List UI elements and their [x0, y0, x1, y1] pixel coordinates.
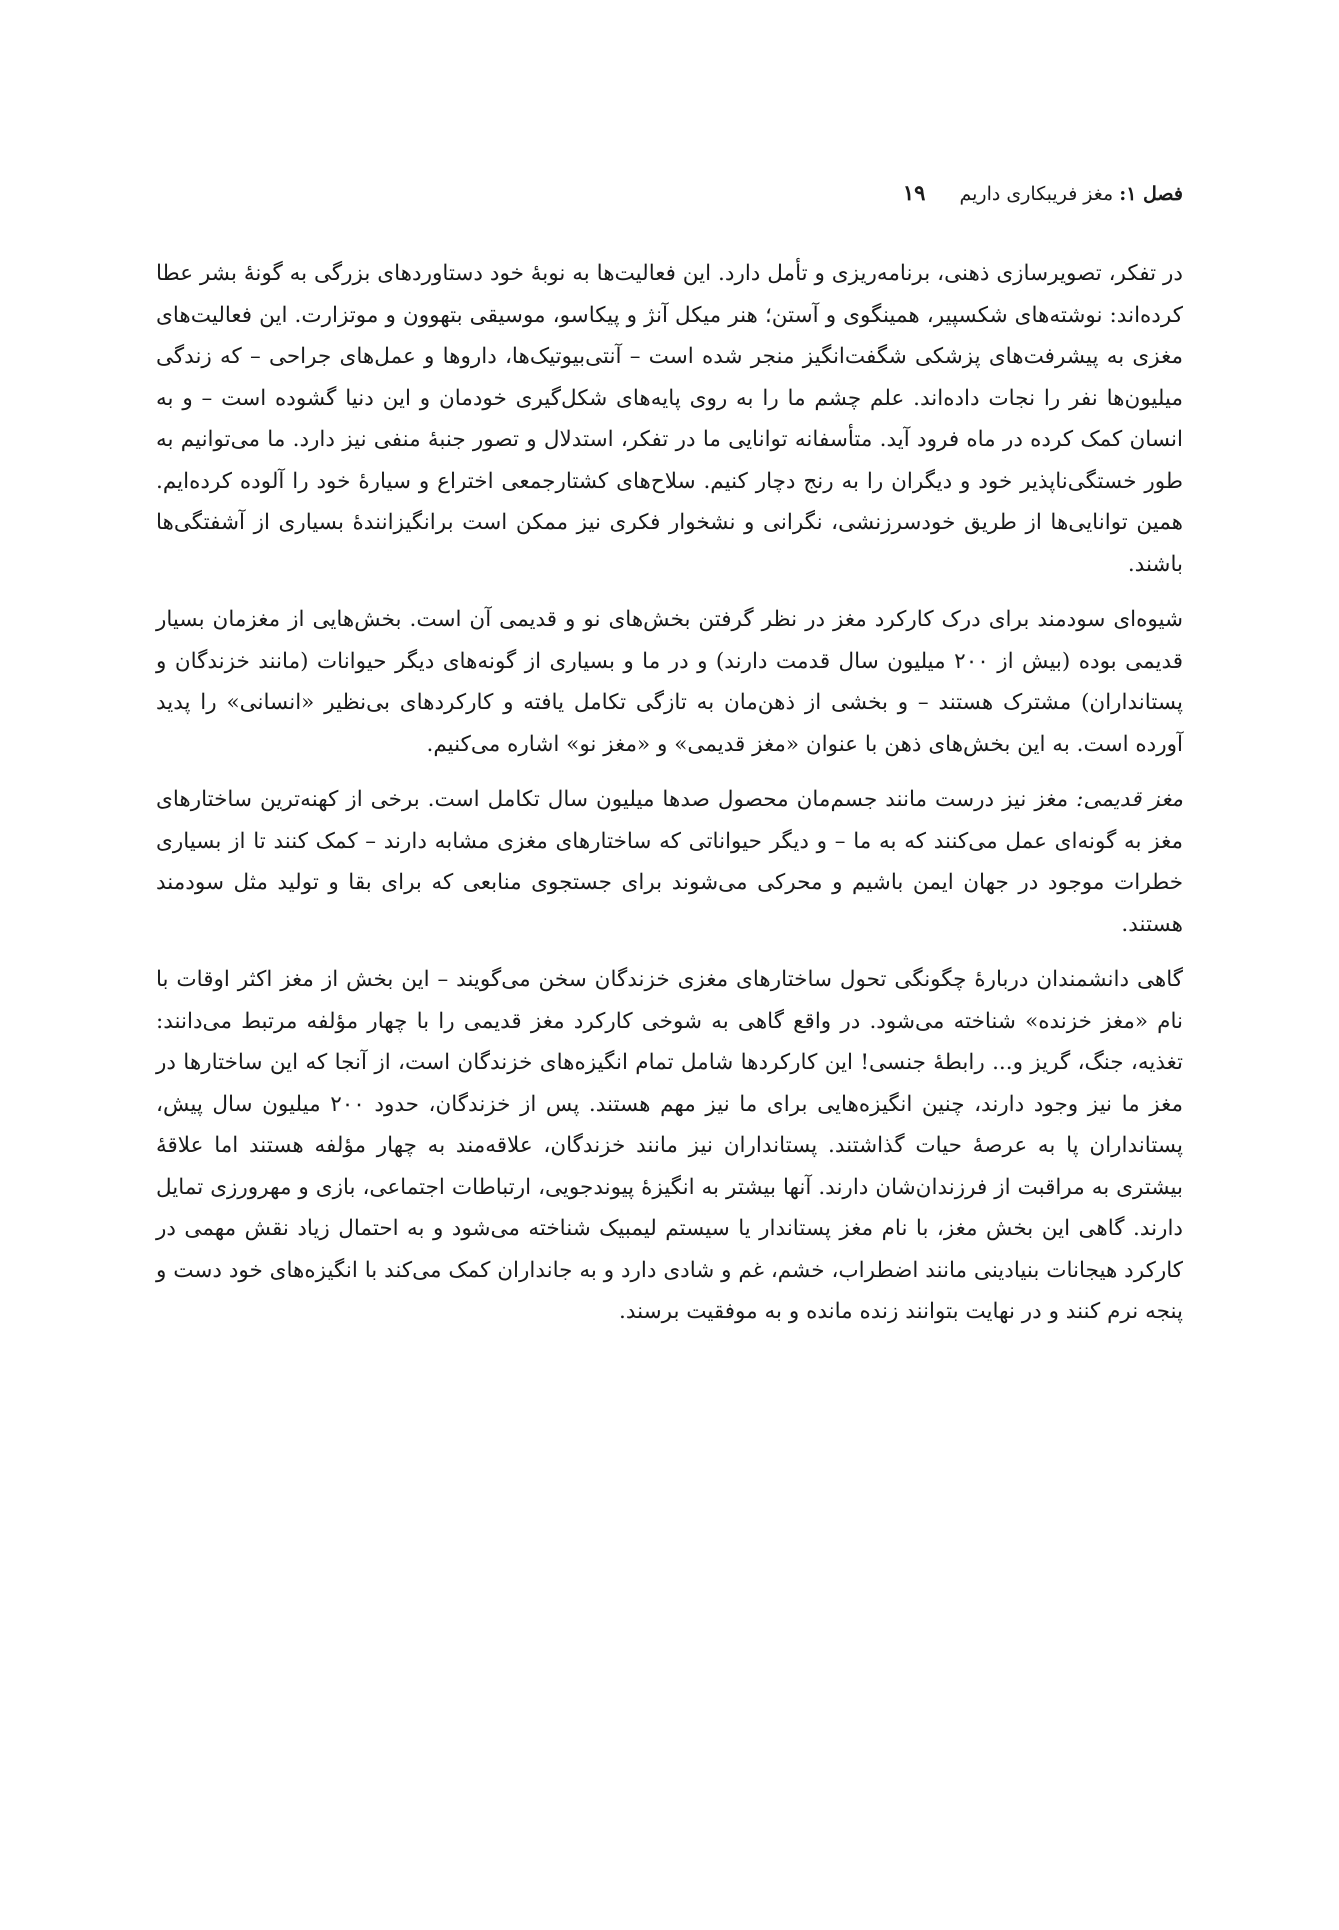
page-number: ۱۹ [902, 180, 926, 205]
body-text [156, 253, 1183, 1347]
chapter-label: فصل ۱: [1119, 183, 1183, 205]
paragraph-3 [156, 779, 1183, 945]
paragraph-4: گاهی دانشمندان دربارهٔ چگونگی تحول ساختارهای مغزی خزندگان سخن می‌گویند – این بخش از مغز اکثر اوقات با نام «مغز خزنده» شناخته می‌شود. در واقع گاهی به شوخی کارکرد مغز قدیمی را با چهار مؤلفه مرتبط می‌دانند: تغذیه، جنگ، گریز و... رابطهٔ جنسی! این کارکردها شامل تمام انگیزه‌های خزندگان است، از آنجا که این ساختارها در مغز ما نیز وجود دارند، چنین انگیزه‌هایی برای ما نیز مهم هستند. پس از خزندگان، حدود ۲۰۰ میلیون سال پیش، پستانداران پا به عرصهٔ حیات گذاشتند. پستانداران نیز مانند خزندگان، علاقه‌مند به چهار مؤلفه هستند اما علاقهٔ بیشتری به مراقبت از فرزندان‌شان دارند. آنها بیشتر به انگیزهٔ پیوندجویی، ارتباطات اجتماعی، بازی و مهرورزی تمایل دارند. گاهی این بخش مغز، با نام مغز پستاندار یا سیستم لیمبیک شناخته می‌شود و به احتمال زیاد نقش مهمی در کارکرد هیجانات بنیادینی مانند اضطراب، خشم، غم و شادی دارد و به جانداران کمک می‌کند با انگیزه‌های خود دست و پنجه نرم کنند و در نهایت بتوانند زنده مانده و به موفقیت برسند. [156, 967, 1183, 1324]
chapter-title: مغز فریبکاری داریم [959, 183, 1114, 205]
paragraph-2: شیوه‌ای سودمند برای درک کارکرد مغز در نظر گرفتن بخش‌های نو و قدیمی آن است. بخش‌هایی از مغزمان بسیار قدیمی بوده (بیش از ۲۰۰ میلیون سال قدمت دارند) و در ما و بسیاری از گونه‌های دیگر حیوانات (مانند خزندگان و پستانداران) مشترک هستند – و بخشی از ذهن‌مان به تازگی تکامل یافته و کارکردهای بی‌نظیر «انسانی» را پدید آورده است. به این بخش‌های ذهن با عنوان «مغز قدیمی» و «مغز نو» اشاره می‌کنیم. [156, 607, 1184, 757]
paragraph-3-text: مغز نیز درست مانند جسم‌مان محصول صدها میلیون سال تکامل است. برخی از کهنه‌ترین ساختارهای مغز به گونه‌ای عمل می‌کنند که به ما – و دیگر حیواناتی که ساختارهای مغزی مشابه دارند – کمک کنند تا از بسیاری خطرات موجود در جهان ایمن باشیم و محرکی می‌شوند برای جستجوی منابعی که برای بقا و تولید مثل سودمند هستند. [156, 787, 1183, 937]
chapter-heading [959, 183, 1183, 205]
paragraph-1: در تفکر، تصویرسازی ذهنی، برنامه‌ریزی و تأمل دارد. این فعالیت‌ها به نوبهٔ خود دستاوردهای بزرگی به گونهٔ بشر عطا کرده‌اند: نوشته‌های شکسپیر، همینگوی و آستن؛ هنر میکل آنژ و پیکاسو، موسیقی بتهوون و موتزارت. این فعالیت‌های مغزی به پیشرفت‌های پزشکی شگفت‌انگیز منجر شده است – آنتی‌بیوتیک‌ها، داروها و عمل‌های جراحی – که زندگی میلیون‌ها نفر را نجات داده‌اند. علم چشم ما را به روی پایه‌های شکل‌گیری خودمان و این دنیا گشوده است – و به انسان کمک کرده در ماه فرود آید. متأسفانه توانایی ما در تفکر، استدلال و تصور جنبهٔ منفی نیز دارد. ما می‌توانیم به طور خستگی‌ناپذیر خود و دیگران را به رنج دچار کنیم. سلاح‌های کشتارجمعی اختراع و سیارهٔ خود را آلوده کرده‌ایم. همین توانایی‌ها از طریق خودسرزنشی، نگرانی و نشخوار فکری نیز ممکن است برانگیزانندهٔ بسیاری از آشفتگی‌ها باشند. [156, 261, 1183, 577]
italic-term: مغز قدیمی: [1076, 787, 1183, 812]
running-header [156, 180, 1183, 205]
